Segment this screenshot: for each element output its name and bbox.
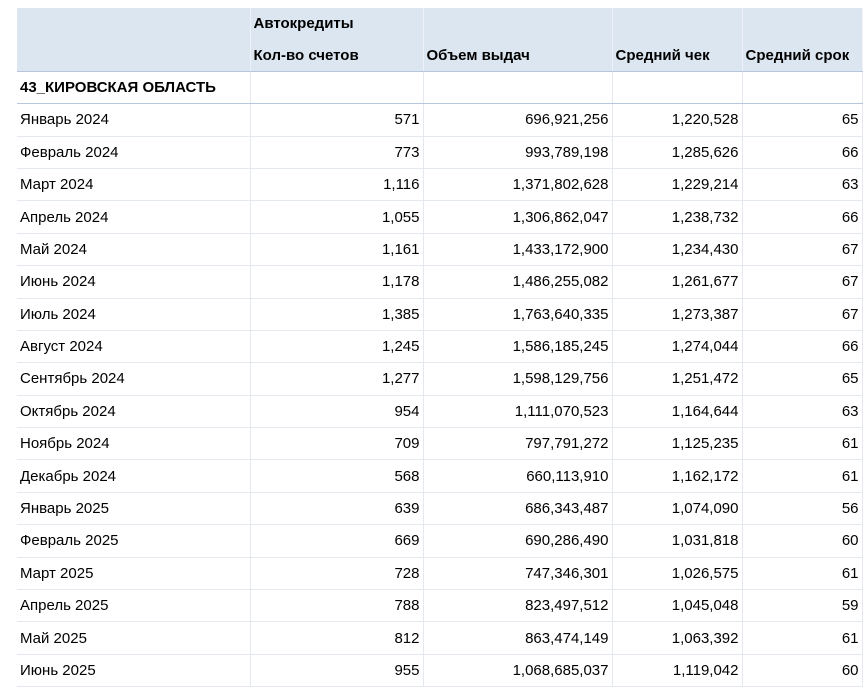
table-row	[17, 266, 862, 298]
table-row	[17, 363, 862, 395]
count-cell[interactable]: 1,178	[250, 266, 423, 298]
volume-cell[interactable]: 1,068,685,037	[423, 654, 612, 686]
header-columns-row	[17, 39, 862, 71]
avg-check-cell[interactable]: 1,229,214	[612, 168, 742, 200]
avg-term-cell[interactable]: 59	[742, 590, 862, 622]
column-header-avg-term[interactable]: Средний срок	[742, 39, 862, 71]
month-cell[interactable]: Октябрь 2024	[17, 395, 250, 427]
avg-term-cell[interactable]: 61	[742, 557, 862, 589]
month-cell[interactable]: Март 2025	[17, 557, 250, 589]
month-cell[interactable]: Сентябрь 2024	[17, 363, 250, 395]
month-cell[interactable]: Апрель 2024	[17, 201, 250, 233]
volume-cell[interactable]: 747,346,301	[423, 557, 612, 589]
column-header-avg-check[interactable]: Средний чек	[612, 39, 742, 71]
table-row	[17, 557, 862, 589]
avg-check-cell[interactable]: 1,220,528	[612, 104, 742, 136]
avg-check-cell[interactable]: 1,234,430	[612, 233, 742, 265]
volume-cell[interactable]: 696,921,256	[423, 104, 612, 136]
avg-check-cell[interactable]: 1,063,392	[612, 622, 742, 654]
avg-check-cell[interactable]: 1,119,042	[612, 654, 742, 686]
avg-term-cell[interactable]: 61	[742, 460, 862, 492]
volume-cell[interactable]: 823,497,512	[423, 590, 612, 622]
volume-cell[interactable]: 690,286,490	[423, 525, 612, 557]
month-cell[interactable]: Июнь 2024	[17, 266, 250, 298]
table-row	[17, 136, 862, 168]
avg-check-cell[interactable]: 1,285,626	[612, 136, 742, 168]
table-row	[17, 298, 862, 330]
count-cell[interactable]: 1,277	[250, 363, 423, 395]
count-cell[interactable]: 728	[250, 557, 423, 589]
volume-cell[interactable]: 863,474,149	[423, 622, 612, 654]
avg-check-cell[interactable]: 1,074,090	[612, 492, 742, 524]
count-cell[interactable]: 639	[250, 492, 423, 524]
region-empty-cell[interactable]	[742, 71, 862, 103]
month-cell[interactable]: Декабрь 2024	[17, 460, 250, 492]
count-cell[interactable]: 773	[250, 136, 423, 168]
table-row	[17, 492, 862, 524]
volume-cell[interactable]: 660,113,910	[423, 460, 612, 492]
data-table	[17, 8, 863, 687]
region-row	[17, 71, 862, 103]
volume-cell[interactable]: 1,111,070,523	[423, 395, 612, 427]
header-group-row	[17, 8, 862, 39]
month-cell[interactable]: Январь 2025	[17, 492, 250, 524]
count-cell[interactable]: 955	[250, 654, 423, 686]
region-empty-cell[interactable]	[250, 71, 423, 103]
avg-term-cell[interactable]: 60	[742, 525, 862, 557]
avg-term-cell[interactable]: 66	[742, 201, 862, 233]
header-empty-cell[interactable]	[17, 8, 250, 39]
count-cell[interactable]: 788	[250, 590, 423, 622]
count-cell[interactable]: 954	[250, 395, 423, 427]
count-cell[interactable]: 709	[250, 428, 423, 460]
table-row	[17, 330, 862, 362]
avg-check-cell[interactable]: 1,251,472	[612, 363, 742, 395]
avg-term-cell[interactable]: 56	[742, 492, 862, 524]
avg-term-cell[interactable]: 67	[742, 266, 862, 298]
avg-term-cell[interactable]: 65	[742, 363, 862, 395]
avg-check-cell[interactable]: 1,261,677	[612, 266, 742, 298]
column-header-volume[interactable]: Объем выдач	[423, 39, 612, 71]
header-group-label[interactable]: Автокредиты	[250, 8, 423, 39]
table-row	[17, 168, 862, 200]
avg-term-cell[interactable]: 63	[742, 168, 862, 200]
month-cell[interactable]: Ноябрь 2024	[17, 428, 250, 460]
avg-term-cell[interactable]: 63	[742, 395, 862, 427]
header-empty-cell[interactable]	[423, 8, 612, 39]
avg-term-cell[interactable]: 60	[742, 654, 862, 686]
month-cell[interactable]: Январь 2024	[17, 104, 250, 136]
region-empty-cell[interactable]	[612, 71, 742, 103]
avg-term-cell[interactable]: 66	[742, 136, 862, 168]
count-cell[interactable]: 1,055	[250, 201, 423, 233]
month-cell[interactable]: Май 2024	[17, 233, 250, 265]
month-cell[interactable]: Февраль 2025	[17, 525, 250, 557]
volume-cell[interactable]: 1,433,172,900	[423, 233, 612, 265]
volume-cell[interactable]: 1,486,255,082	[423, 266, 612, 298]
volume-cell[interactable]: 1,586,185,245	[423, 330, 612, 362]
volume-cell[interactable]: 1,371,802,628	[423, 168, 612, 200]
volume-cell[interactable]: 686,343,487	[423, 492, 612, 524]
avg-check-cell[interactable]: 1,162,172	[612, 460, 742, 492]
volume-cell[interactable]: 1,306,862,047	[423, 201, 612, 233]
spreadsheet	[17, 8, 863, 687]
avg-check-cell[interactable]: 1,164,644	[612, 395, 742, 427]
month-cell[interactable]: Июль 2024	[17, 298, 250, 330]
avg-check-cell[interactable]: 1,125,235	[612, 428, 742, 460]
table-row	[17, 622, 862, 654]
count-cell[interactable]: 1,385	[250, 298, 423, 330]
header-empty-cell[interactable]	[612, 8, 742, 39]
table-row	[17, 654, 862, 686]
month-cell[interactable]: Февраль 2024	[17, 136, 250, 168]
avg-term-cell[interactable]: 61	[742, 428, 862, 460]
avg-check-cell[interactable]: 1,238,732	[612, 201, 742, 233]
region-label[interactable]: 43_КИРОВСКАЯ ОБЛАСТЬ	[17, 71, 250, 103]
count-cell[interactable]: 669	[250, 525, 423, 557]
avg-term-cell[interactable]: 65	[742, 104, 862, 136]
count-cell[interactable]: 1,245	[250, 330, 423, 362]
avg-check-cell[interactable]: 1,273,387	[612, 298, 742, 330]
volume-cell[interactable]: 1,763,640,335	[423, 298, 612, 330]
month-cell[interactable]: Август 2024	[17, 330, 250, 362]
count-cell[interactable]: 812	[250, 622, 423, 654]
avg-term-cell[interactable]: 67	[742, 233, 862, 265]
avg-check-cell[interactable]: 1,274,044	[612, 330, 742, 362]
avg-check-cell[interactable]: 1,045,048	[612, 590, 742, 622]
table-row	[17, 233, 862, 265]
table-row	[17, 104, 862, 136]
avg-term-cell[interactable]: 67	[742, 298, 862, 330]
month-cell[interactable]: Июнь 2025	[17, 654, 250, 686]
header-empty-cell[interactable]	[742, 8, 862, 39]
table-row	[17, 201, 862, 233]
count-cell[interactable]: 568	[250, 460, 423, 492]
avg-term-cell[interactable]: 66	[742, 330, 862, 362]
volume-cell[interactable]: 993,789,198	[423, 136, 612, 168]
month-cell[interactable]: Апрель 2025	[17, 590, 250, 622]
count-cell[interactable]: 1,161	[250, 233, 423, 265]
avg-term-cell[interactable]: 61	[742, 622, 862, 654]
volume-cell[interactable]: 1,598,129,756	[423, 363, 612, 395]
count-cell[interactable]: 571	[250, 104, 423, 136]
table-row	[17, 525, 862, 557]
column-header-count[interactable]: Кол-во счетов	[250, 39, 423, 71]
table-row	[17, 395, 862, 427]
count-cell[interactable]: 1,116	[250, 168, 423, 200]
volume-cell[interactable]: 797,791,272	[423, 428, 612, 460]
table-row	[17, 460, 862, 492]
month-cell[interactable]: Март 2024	[17, 168, 250, 200]
region-empty-cell[interactable]	[423, 71, 612, 103]
table-row	[17, 428, 862, 460]
table-row	[17, 590, 862, 622]
avg-check-cell[interactable]: 1,031,818	[612, 525, 742, 557]
header-empty-cell[interactable]	[17, 39, 250, 71]
avg-check-cell[interactable]: 1,026,575	[612, 557, 742, 589]
month-cell[interactable]: Май 2025	[17, 622, 250, 654]
